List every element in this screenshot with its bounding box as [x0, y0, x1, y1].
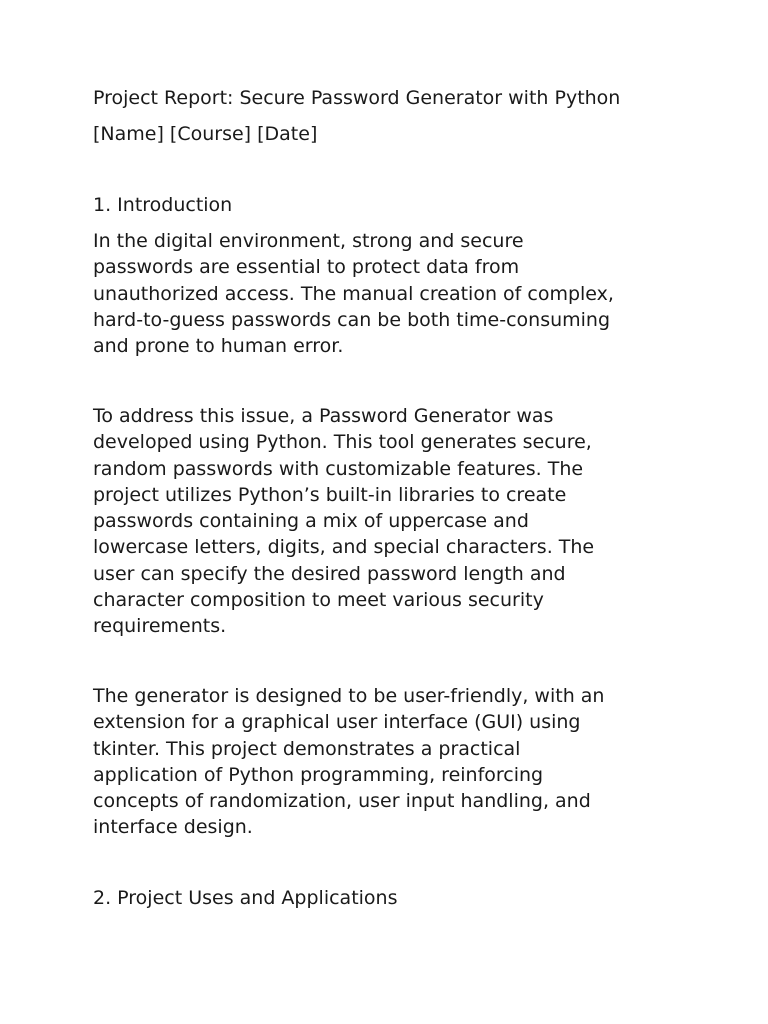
paragraph-line: In the digital environment, strong and secure	[93, 230, 524, 252]
section-heading-introduction: 1. Introduction	[93, 194, 233, 216]
paragraph-intro-3	[93, 683, 693, 841]
section-heading-uses: 2. Project Uses and Applications	[93, 887, 398, 909]
paragraph-line: project utilizes Python’s built-in libraries to create	[93, 483, 567, 506]
paragraph-intro-2	[93, 403, 693, 640]
paragraph-line: interface design.	[93, 816, 253, 839]
paragraph-line: character composition to meet various security	[93, 589, 544, 612]
paragraph-line: user can specify the desired password length and	[93, 562, 566, 585]
paragraph-line: passwords are essential to protect data from	[93, 256, 520, 279]
paragraph-line: requirements.	[93, 615, 227, 638]
paragraph-line: passwords containing a mix of uppercase and	[93, 510, 529, 533]
document-title: Project Report: Secure Password Generator with Python	[93, 87, 621, 109]
paragraph-line: developed using Python. This tool generates secure,	[93, 431, 592, 454]
paragraph-line: unauthorized access. The manual creation of complex,	[93, 282, 614, 305]
document-meta: [Name] [Course] [Date]	[93, 123, 318, 145]
paragraph-line: tkinter. This project demonstrates a practical	[93, 737, 521, 760]
paragraph-line: extension for a graphical user interface (GUI) using	[93, 711, 581, 734]
paragraph-line: application of Python programming, reinforcing	[93, 763, 544, 786]
paragraph-line: random passwords with customizable features. The	[93, 457, 584, 480]
paragraph-line: lowercase letters, digits, and special characters. The	[93, 536, 595, 559]
paragraph-line: The generator is designed to be user-friendly, with an	[93, 685, 605, 707]
paragraph-line: hard-to-guess passwords can be both time-consuming	[93, 308, 611, 331]
paragraph-line: To address this issue, a Password Generator was	[93, 405, 554, 427]
paragraph-line: concepts of randomization, user input handling, and	[93, 790, 591, 813]
paragraph-line: and prone to human error.	[93, 335, 344, 358]
paragraph-intro-1	[93, 228, 693, 359]
